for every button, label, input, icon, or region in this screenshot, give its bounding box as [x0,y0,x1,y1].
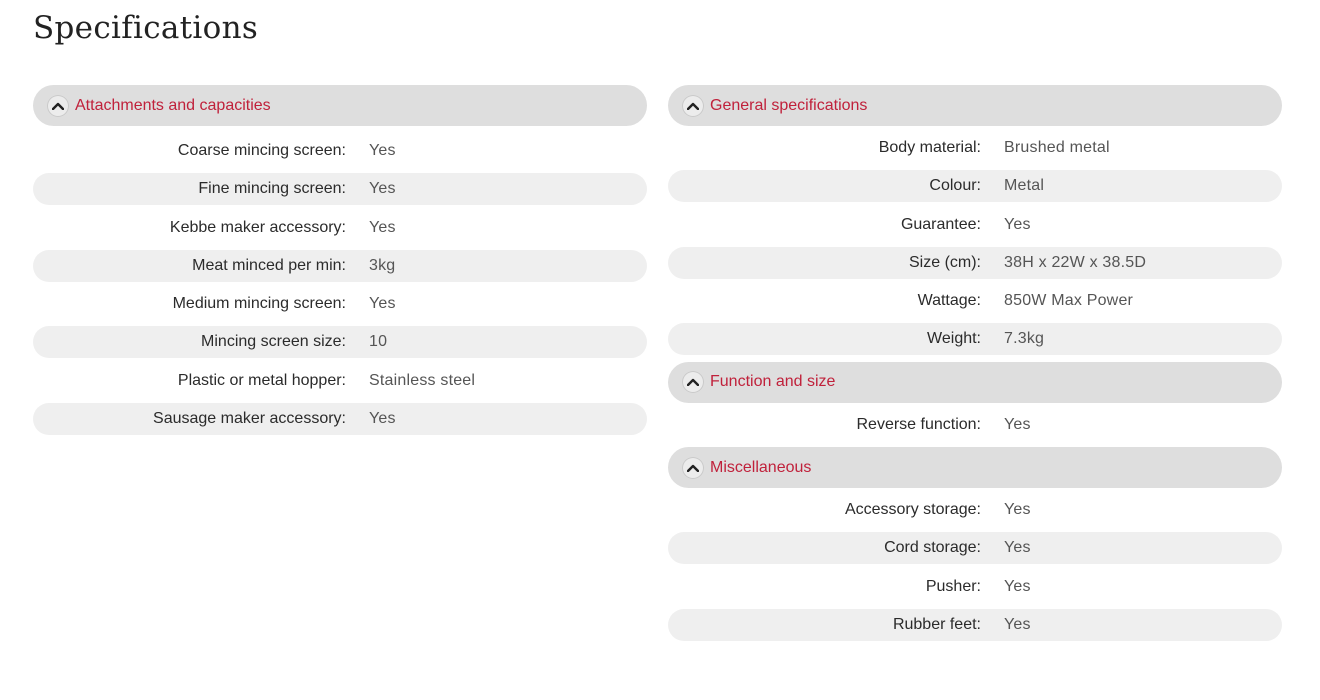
chevron-up-icon[interactable] [682,371,704,393]
spec-row [33,403,647,435]
spec-value: Yes [1004,501,1031,519]
spec-label: Meat minced per min: [192,256,346,274]
spec-value: Metal [1004,177,1045,195]
spec-row [668,609,1282,641]
spec-value: Yes [369,410,396,428]
spec-label: Guarantee: [900,215,981,233]
section-header-misc[interactable] [668,447,1282,488]
spec-row [668,571,1282,603]
spec-label: Reverse function: [856,415,981,433]
spec-value: Stainless steel [369,371,476,389]
spec-label: Cord storage: [884,539,981,557]
spec-label: Size (cm): [909,253,981,271]
spec-value: Yes [1004,215,1031,233]
spec-label: Rubber feet: [892,615,981,633]
spec-label: Coarse mincing screen: [177,142,346,159]
spec-value: Yes [1004,615,1031,633]
spec-label: Weight: [927,330,981,348]
spec-row [33,173,647,205]
spec-value: Yes [369,180,396,198]
spec-row [668,170,1282,202]
spec-label: Colour: [929,177,981,195]
spec-row [668,247,1282,279]
spec-row [668,285,1282,317]
spec-list-general [668,132,1282,355]
spec-value: 10 [369,333,388,351]
spec-row [668,209,1282,241]
spec-list-attachments [33,135,647,435]
spec-row [668,323,1282,355]
spec-value: Yes [369,295,396,313]
spec-row [668,409,1282,441]
spec-value: 38H x 22W x 38.5D [1004,253,1147,271]
spec-list-misc [668,494,1282,641]
section-title: Attachments and capacities [75,96,271,114]
spec-label: Pusher: [925,577,981,595]
section-header-function[interactable] [668,362,1282,403]
spec-label: Medium mincing screen: [172,295,346,313]
spec-value: Yes [369,142,396,159]
left-column [33,85,647,441]
page-title: Specifications [33,10,259,46]
section-title: General specifications [710,96,868,114]
spec-label: Body material: [878,139,981,156]
spec-label: Fine mincing screen: [198,180,346,198]
spec-value: Yes [369,218,396,236]
spec-label: Plastic or metal hopper: [177,371,346,389]
spec-value: Yes [1004,577,1031,595]
spec-row [33,135,647,167]
section-title: Miscellaneous [710,458,812,476]
section-header-general[interactable] [668,85,1282,126]
spec-value: Yes [1004,539,1031,557]
spec-label: Accessory storage: [844,501,981,519]
spec-row [33,326,647,358]
section-title: Function and size [710,373,836,391]
spec-row [33,212,647,244]
chevron-up-icon[interactable] [682,95,704,117]
spec-value: 7.3kg [1004,330,1045,348]
section-header-attachments[interactable] [33,85,647,126]
spec-value: Yes [1004,415,1031,433]
chevron-up-icon[interactable] [47,95,69,117]
spec-value: Brushed metal [1004,139,1110,156]
chevron-up-icon[interactable] [682,457,704,479]
spec-row [668,132,1282,164]
spec-row [33,365,647,397]
spec-value: 3kg [369,256,396,274]
spec-row [33,250,647,282]
spec-row [668,494,1282,526]
right-column [668,85,1282,647]
spec-row [668,532,1282,564]
spec-label: Wattage: [917,292,981,310]
spec-row [33,288,647,320]
spec-list-function [668,409,1282,441]
spec-label: Mincing screen size: [201,333,346,351]
spec-value: 850W Max Power [1004,292,1134,310]
spec-label: Kebbe maker accessory: [169,218,346,236]
spec-label: Sausage maker accessory: [153,410,346,428]
